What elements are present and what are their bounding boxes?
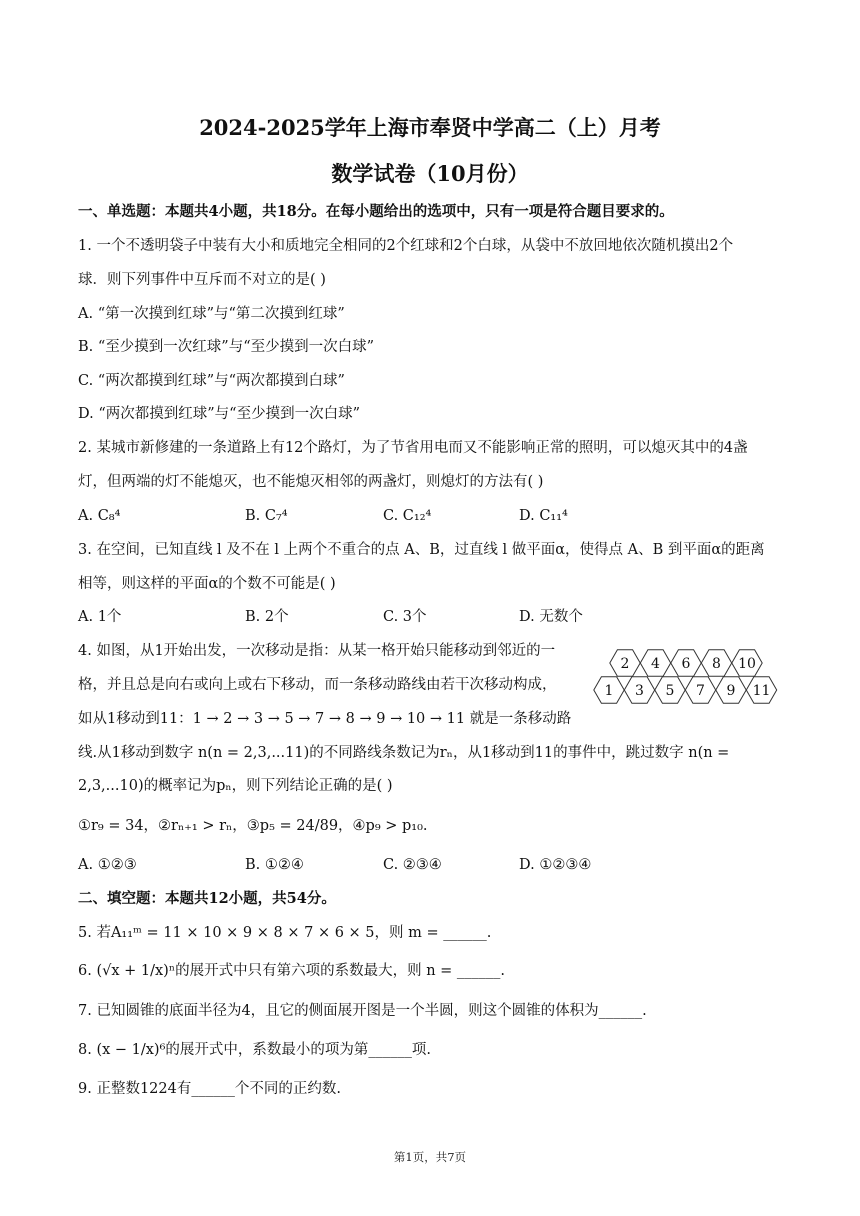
question-3-option-c: C. 3个 — [383, 609, 427, 625]
question-1-line2: 球．则下列事件中互斥而不对立的是( ) — [78, 272, 326, 288]
question-4-option-b: B. ①②④ — [245, 857, 304, 873]
hex-label: 3 — [635, 683, 644, 699]
question-8: 8. (x − 1/x)⁶的展开式中，系数最小的项为第______项. — [78, 1042, 432, 1058]
hex-row-bottom — [594, 677, 777, 703]
section-heading-fill-in: 二、填空题：本题共12小题，共54分。 — [78, 890, 336, 907]
question-4-line3: 如从1移动到11：1 → 2 → 3 → 5 → 7 → 8 → 9 → 10 → 11 就是一条移动路 — [78, 711, 572, 727]
question-2-option-b: B. C₇⁴ — [245, 508, 288, 524]
question-1-line1: 1. 一个不透明袋子中装有大小和质地完全相同的2个红球和2个白球，从袋中不放回地依次随机摸出2个 — [78, 238, 734, 254]
question-2-option-c: C. C₁₂⁴ — [383, 508, 432, 524]
question-9: 9. 正整数1224有______个不同的正约数. — [78, 1081, 341, 1097]
question-1-option-d: D. “两次都摸到红球”与“至少摸到一次白球” — [78, 406, 360, 422]
hex-label: 9 — [726, 683, 736, 699]
question-3-line2: 相等，则这样的平面α的个数不可能是( ) — [78, 576, 336, 592]
question-4-line2: 格，并且总是向右或向上或右下移动，而一条移动路线由若干次移动构成， — [78, 677, 557, 693]
question-4-line1: 4. 如图，从1开始出发，一次移动是指：从某一格开始只能移动到邻近的一 — [78, 643, 556, 659]
question-4-line4: 线.从1移动到数字 n(n = 2,3,...11)的不同路线条数记为rₙ，从1移动到11的事件中，跳过数字 n(n = — [78, 745, 730, 761]
question-3-option-d: D. 无数个 — [519, 609, 583, 625]
question-1-option-b: B. “至少摸到一次红球”与“至少摸到一次白球” — [78, 339, 375, 355]
question-1-option-c: C. “两次都摸到红球”与“两次都摸到白球” — [78, 373, 345, 389]
question-2-option-d: D. C₁₁⁴ — [519, 508, 568, 524]
hex-label: 11 — [752, 683, 771, 699]
question-2-line2: 灯，但两端的灯不能熄灭，也不能熄灭相邻的两盏灯，则熄灯的方法有( ) — [78, 474, 544, 490]
exam-title-line2: 数学试卷（10月份） — [331, 161, 529, 186]
hexagon-grid-figure — [592, 646, 782, 710]
question-5: 5. 若A₁₁ᵐ = 11 × 10 × 9 × 8 × 7 × 6 × 5，则 m = ______. — [78, 925, 492, 941]
question-2-option-a: A. C₈⁴ — [78, 508, 121, 524]
question-3-line1: 3. 在空间，已知直线 l 及不在 l 上两个不重合的点 A、B，过直线 l 做平面α，使得点 A、B 到平面α的距离 — [78, 542, 765, 558]
hex-label: 1 — [604, 683, 614, 699]
question-4-line6: ①r₉ = 34，②rₙ₊₁ > rₙ，③p₅ = 24/89，④p₉ > p₁₀. — [78, 818, 428, 834]
question-4-option-c: C. ②③④ — [383, 857, 442, 873]
question-7: 7. 已知圆锥的底面半径为4，且它的侧面展开图是一个半圆，则这个圆锥的体积为______. — [78, 1003, 647, 1019]
question-4-option-a: A. ①②③ — [78, 857, 137, 873]
hex-label: 10 — [738, 656, 756, 672]
hex-label: 2 — [620, 656, 630, 672]
hex-row-top — [610, 650, 762, 676]
question-4-line5: 2,3,...10)的概率记为pₙ，则下列结论正确的是( ) — [78, 778, 393, 794]
question-6: 6. (√x + 1/x)ⁿ的展开式中只有第六项的系数最大，则 n = ______. — [78, 963, 506, 979]
question-2-line1: 2. 某城市新修建的一条道路上有12个路灯，为了节省用电而又不能影响正常的照明，可以熄灭其中的4盏 — [78, 440, 748, 456]
question-1-option-a: A. “第一次摸到红球”与“第二次摸到红球” — [78, 306, 345, 322]
hex-label: 6 — [681, 656, 691, 672]
hex-label: 7 — [696, 683, 705, 699]
exam-title-line1: 2024-2025学年上海市奉贤中学高二（上）月考 — [199, 115, 661, 140]
hex-label: 5 — [665, 683, 675, 699]
question-4-option-d: D. ①②③④ — [519, 857, 592, 873]
page-footer: 第1页，共7页 — [393, 1150, 467, 1164]
question-3-option-a: A. 1个 — [78, 609, 122, 625]
hex-label: 8 — [712, 656, 721, 672]
section-heading-single-choice: 一、单选题：本题共4小题，共18分。在每小题给出的选项中，只有一项是符合题目要求的。 — [78, 203, 674, 220]
hex-label: 4 — [651, 656, 660, 672]
question-3-option-b: B. 2个 — [245, 609, 289, 625]
